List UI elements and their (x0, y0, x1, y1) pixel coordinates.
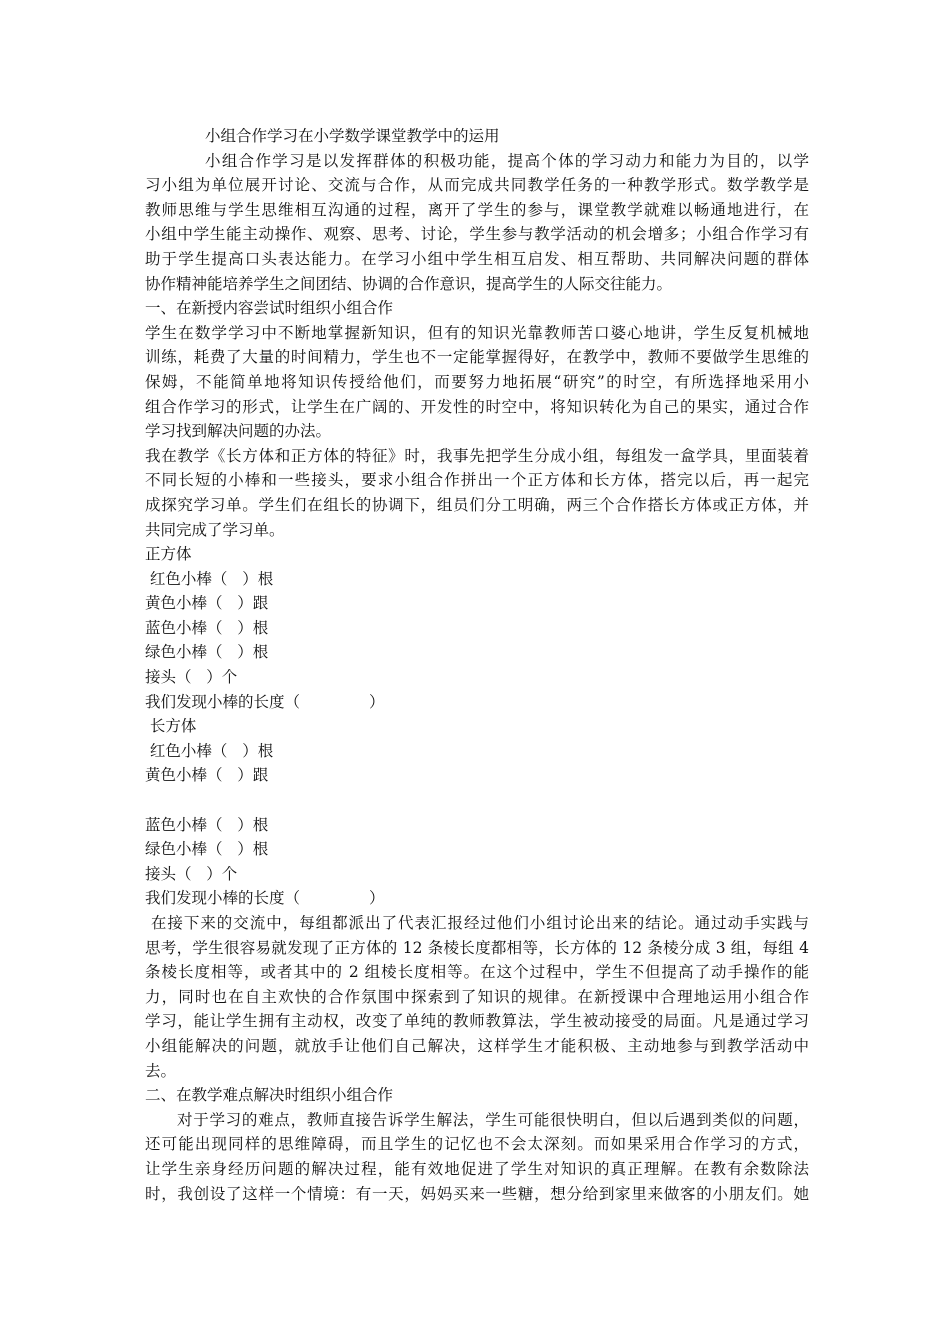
section1-para3-line: 学习，能让学生拥有主动权，改变了单纯的教师教算法，学生被动接受的局面。凡是通过学习 (145, 1012, 809, 1031)
section1-para2-line: 不同长短的小棒和一些接头，要求小组合作拼出一个正方体和长方体，搭完以后，再一起完 (145, 471, 809, 490)
worksheet-cuboid-heading: 长方体 (145, 717, 197, 736)
intro-line: 小组合作学习是以发挥群体的积极功能，提高个体的学习动力和能力为目的，以学 (205, 151, 809, 170)
intro-line: 小组中学生能主动操作、观察、思考、讨论，学生参与教学活动的机会增多；小组合作学习有 (145, 225, 809, 244)
section1-para1-line: 训练，耗费了大量的时间精力，学生也不一定能掌握得好，在教学中，教师不要做学生思维的 (145, 348, 809, 367)
worksheet-item: 接头（ ）个 (145, 864, 238, 883)
intro-line: 协作精神能培养学生之间团结、协调的合作意识，提高学生的人际交往能力。 (145, 274, 673, 293)
intro-line: 教师思维与学生思维相互沟通的过程，离开了学生的参与，课堂教学就难以畅通地进行，在 (145, 200, 809, 219)
section1-para1-line: 组合作学习的形式，让学生在广阔的、开发性的时空中，将知识转化为自己的果实，通过合作 (145, 397, 809, 416)
section1-heading: 一、在新授内容尝试时组织小组合作 (145, 299, 394, 318)
section1-para3-line: 去。 (145, 1061, 177, 1080)
section1-para1-line: 学生在数学学习中不断地掌握新知识，但有的知识光靠教师苦口婆心地讲，学生反复机械地 (145, 323, 809, 342)
worksheet-item: 黄色小棒（ ）跟 (145, 594, 269, 613)
worksheet-item: 红色小棒（ ）根 (145, 741, 274, 760)
section1-para1-line: 学习找到解决问题的办法。 (145, 422, 332, 441)
intro-line: 习小组为单位展开讨论、交流与合作，从而完成共同教学任务的一种教学形式。数学教学是 (145, 176, 809, 195)
section1-para3-line: 力，同时也在自主欢快的合作氛围中探索到了知识的规律。在新授课中合理地运用小组合作 (145, 987, 809, 1006)
section2-para1-line: 让学生亲身经历问题的解决过程，能有效地促进了学生对知识的真正理解。在教有余数除法 (145, 1159, 809, 1178)
worksheet-item: 蓝色小棒（ ）根 (145, 815, 269, 834)
worksheet-item: 绿色小棒（ ）根 (145, 840, 269, 859)
worksheet-item: 黄色小棒（ ）跟 (145, 766, 269, 785)
worksheet-item: 绿色小棒（ ）根 (145, 643, 269, 662)
section1-para3-line: 在接下来的交流中，每组都派出了代表汇报经过他们小组讨论出来的结论。通过动手实践与 (145, 914, 809, 932)
section2-para1-line: 还可能出现同样的思维障碍，而且学生的记忆也不会太深刻。而如果采用合作学习的方式， (145, 1135, 809, 1154)
worksheet-cube-heading: 正方体 (145, 545, 192, 564)
section1-para3-line: 小组能解决的问题，就放手让他们自己解决，这样学生才能积极、主动地参与到教学活动中 (145, 1036, 809, 1055)
section1-para2-line: 共同完成了学习单。 (145, 520, 285, 539)
section1-para2-line: 成探究学习单。学生们在组长的协调下，组员们分工明确，两三个合作搭长方体或正方体，并 (145, 495, 809, 514)
section2-heading: 二、在教学难点解决时组织小组合作 (145, 1086, 394, 1105)
document-title: 小组合作学习在小学数学课堂教学中的运用 (205, 127, 500, 145)
worksheet-item: 蓝色小棒（ ）根 (145, 618, 269, 637)
section1-para1-line: 保姆，不能简单地将知识传授给他们，而要努力地拓展“研究”的时空，有所选择地采用小 (145, 372, 809, 391)
worksheet-item: 我们发现小棒的长度（ ） (145, 889, 385, 908)
document-page (145, 124, 809, 1206)
section2-para1-line: 时，我创设了这样一个情境：有一天，妈妈买来一些糖，想分给到家里来做客的小朋友们。她 (145, 1184, 809, 1203)
section2-para1-line: 对于学习的难点，教师直接告诉学生解法，学生可能很快明白，但以后遇到类似的问题， (177, 1110, 809, 1129)
intro-line: 助于学生提高口头表达能力。在学习小组中学生相互启发、相互帮助、共同解决问题的群体 (145, 249, 809, 268)
section1-para3-line: 条棱长度相等，或者其中的 2 组棱长度相等。在这个过程中，学生不但提高了动手操作的能 (145, 963, 809, 982)
section1-para2-line: 我在教学《长方体和正方体的特征》时，我事先把学生分成小组，每组发一盒学具，里面装着 (145, 446, 809, 465)
blank-line (145, 788, 809, 813)
worksheet-item: 我们发现小棒的长度（ ） (145, 692, 385, 711)
worksheet-item: 红色小棒（ ）根 (145, 569, 274, 588)
worksheet-item: 接头（ ）个 (145, 668, 238, 687)
section1-para3-line: 思考，学生很容易就发现了正方体的 12 条棱长度都相等，长方体的 12 条棱分成 3 组，每组 4 (145, 938, 809, 957)
